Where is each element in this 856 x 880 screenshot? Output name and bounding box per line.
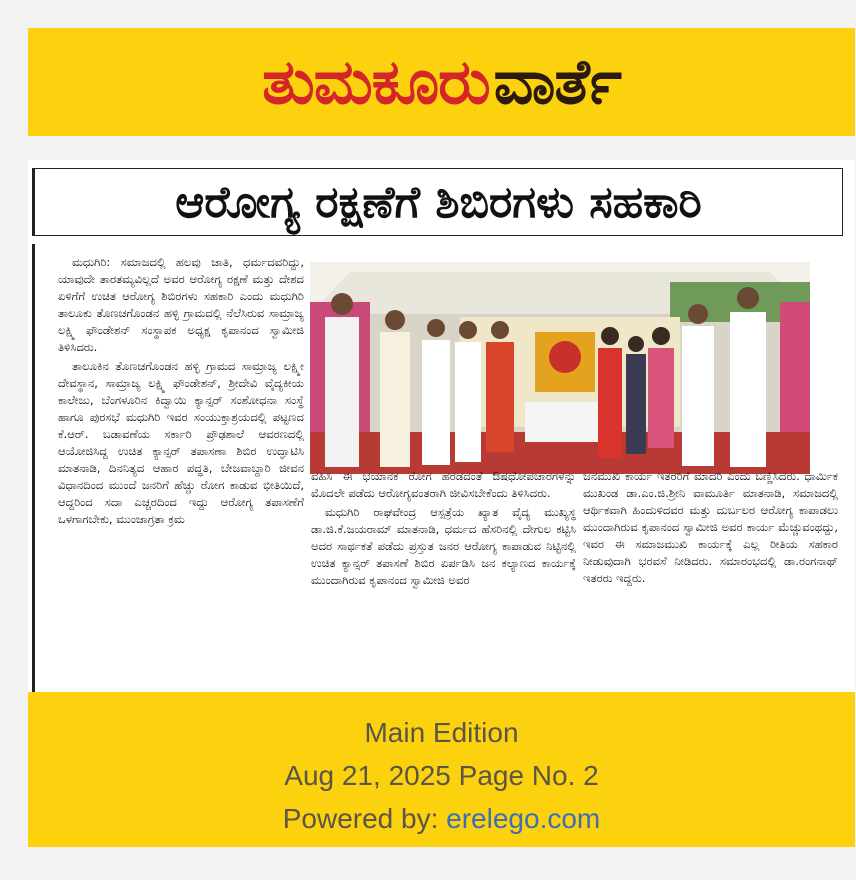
powered-by-label: Powered by: [282, 803, 447, 834]
edition-name: Main Edition [364, 717, 519, 748]
headline-box [32, 168, 843, 236]
newspaper-clipping [28, 160, 855, 692]
event-photo [310, 262, 810, 474]
column-rule [32, 244, 35, 692]
article-headline: ಆರೋಗ್ಯ ರಕ್ಷಣೆಗೆ ಶಿಬಿರಗಳು ಸಹಕಾರಿ [175, 176, 702, 228]
paragraph: ತಾಲೂಕಿನ ತೊಣಚಗೊಂಡನ ಹಳ್ಳಿ ಗ್ರಾಮದ ಸಾಮ್ರಾಜ್ಯ ಲಕ್ಷ್ಮೀ ದೇವಸ್ಥಾನ, ಸಾಮ್ರಾಜ್ಯ ಲಕ್ಷ್ಮಿ ಫೌಂಡೇಶನ್, ಶ್ರೀದೇವಿ ವೈದ್ಯಕೀಯ ಕಾಲೇಜು, ಬೆಂಗಳೂರಿನ ಕಿದ್ವಾಯಿ ಕ್ಯಾನ್ಸರ್ ಸಂಶೋಧನಾ ಸಂಸ್ಥೆ ಹಾಗೂ ಪುರಸಭೆ ಮಧುಗಿರಿ ಇವರ ಸಂಯುಕ್ತಾಶ್ರಯದಲ್ಲಿ ಪಟ್ಟಣದ ಕೆ.ಆರ್. ಬಡಾವಣೆಯ ಸರ್ಕಾರಿ ಪ್ರೌಢಶಾಲೆ ಆವರಣದಲ್ಲಿ ಆಯೋಜಿಸಿದ್ದ ಉಚಿತ ಕ್ಯಾನ್ಸರ್ ತಪಾಸಣಾ ಶಿಬಿರ ಉದ್ಘಾಟಿಸಿ ಮಾತನಾಡಿ, ದಿನನಿತ್ಯದ ಆಹಾರ ಪದ್ಧತಿ, ಬೇಜವಾಬ್ದಾರಿ ಜೀವನ ವಿಧಾನದಿಂದ ಮುಂದೆ ಜನರಿಗೆ ಹೆಚ್ಚು ರೋಗ ಕಾಡುವ ಭೀತಿಯಿದೆ, ಆದ್ದರಿಂದ ಸದಾ ಎಚ್ಚರದಿಂದ ಇದ್ದು ಆರೋಗ್ಯ ತಪಾಸಣೆಗೆ ಒಳಗಾಗಬೇಕು, ಮುಂಜಾಗ್ರತಾ ಕ್ರಮ [58, 359, 304, 526]
edition-footer [28, 692, 855, 847]
paragraph: ವಹಿಸಿ ಈ ಭಯಾನಕ ರೋಗ ಹರಡದಂತೆ ಔಷಧೋಪಚಾರಗಳನ್ನು ಮೊದಲೇ ಪಡೆದು ಆರೋಗ್ಯವಂತರಾಗಿ ಜೀವಿಸಬೇಕೆಂದು ತಿಳಿಸಿದರು. [311, 469, 576, 500]
masthead-title-red: ತುಮಕೂರು [262, 45, 490, 118]
edition-date-page: Aug 21, 2025 Page No. 2 [284, 760, 599, 791]
paragraph: ಮಧುಗಿರಿ ರಾಘವೇಂದ್ರ ಆಸ್ಪತ್ರೆಯ ಖ್ಯಾತ ವೈದ್ಯ ಮುಖ್ಯಸ್ಥ ಡಾ.ಜಿ.ಕೆ.ಜಯರಾಮ್ ಮಾತನಾಡಿ, ಧರ್ಮದ ಹೆಸರಿನಲ್ಲಿ ದೇಗುಲ ಕಟ್ಟಿಸಿ ಅದರ ಸಾರ್ಥಕತೆ ಪಡೆದು ಪ್ರಸ್ತುತ ಜನರ ಆರೋಗ್ಯ ಕಾಪಾಡುವ ನಿಟ್ಟಿನಲ್ಲಿ ಉಚಿತ ಕ್ಯಾನ್ಸರ್ ತಪಾಸಣೆ ಶಿಬಿರ ಏರ್ಪಡಿಸಿ ಜನ ಕಲ್ಯಾಣದ ಕಾರ್ಯಕ್ಕೆ ಮುಂದಾಗಿರುವ ಕೃಪಾನಂದ ಸ್ವಾಮೀಜಿ ಅವರ [311, 505, 576, 587]
masthead [28, 28, 855, 136]
article-column-3 [583, 468, 838, 690]
masthead-title-dark: ವಾರ್ತೆ [493, 45, 621, 118]
paragraph: ಜನಮುಖಿ ಕಾರ್ಯ ಇತರರಿಗೆ ಮಾದರಿ ಎಂದು ಬಣ್ಣಿಸಿದರು. ಧಾರ್ಮಿಕ ಮುಖಂಡ ಡಾ.ಎಂ.ಜಿ.ಶ್ರೀನಿ ವಾಮೂರ್ತಿ ಮಾತನಾಡಿ, ಸಮಾಜದಲ್ಲಿ ಆರ್ಥಿಕವಾಗಿ ಹಿಂದುಳಿದವರ ಮತ್ತು ದುರ್ಬಲರ ಆರೋಗ್ಯ ಕಾಪಾಡಲು ಮುಂದಾಗಿರುವ ಕೃಪಾನಂದ ಸ್ವಾಮೀಜಿ ಅವರ ಕಾರ್ಯ ಮೆಚ್ಚುವಂಥದ್ದು, ಇವರ ಈ ಸಮಾಜಮುಖಿ ಕಾರ್ಯಕ್ಕೆ ಎಲ್ಲ ರೀತಿಯ ಸಹಕಾರ ನೀಡುವುದಾಗಿ ಭರವಸೆ ನೀಡಿದರು. ಸಮಾರಂಭದಲ್ಲಿ ಡಾ.ರಂಗನಾಥ್ ಇತರರು ಇದ್ದರು. [583, 469, 838, 585]
powered-by [28, 803, 855, 835]
article-column-2 [311, 468, 576, 690]
erelego-link[interactable]: erelego.com [446, 803, 601, 834]
paragraph: ಮಧುಗಿರಿ: ಸಮಾಜದಲ್ಲಿ ಹಲವು ಜಾತಿ, ಧರ್ಮದವರಿದ್ದು, ಯಾವುದೇ ತಾರತಮ್ಯವಿಲ್ಲದೆ ಅವರ ಆರೋಗ್ಯ ರಕ್ಷಣೆ ಮತ್ತು ದೇಶದ ಏಳಿಗೆಗೆ ಉಚಿತ ಆರೋಗ್ಯ ಶಿಬಿರಗಳು ಸಹಕಾರಿ ಎಂದು ಮಧುಗಿರಿ ತಾಲೂಕು ತೊಣಚಗೊಂಡನ ಹಳ್ಳಿ ಗ್ರಾಮದಲ್ಲಿ ನೆಲೆಸಿರುವ ಸಾಮ್ರಾಜ್ಯ ಲಕ್ಷ್ಮಿ ಫೌಂಡೇಶನ್ ಸಂಸ್ಥಾಪಕ ಅಧ್ಯಕ್ಷ ಕೃಪಾನಂದ ಸ್ವಾಮೀಜಿ ತಿಳಿಸಿದರು. [58, 255, 304, 354]
article-column-1 [58, 254, 304, 690]
